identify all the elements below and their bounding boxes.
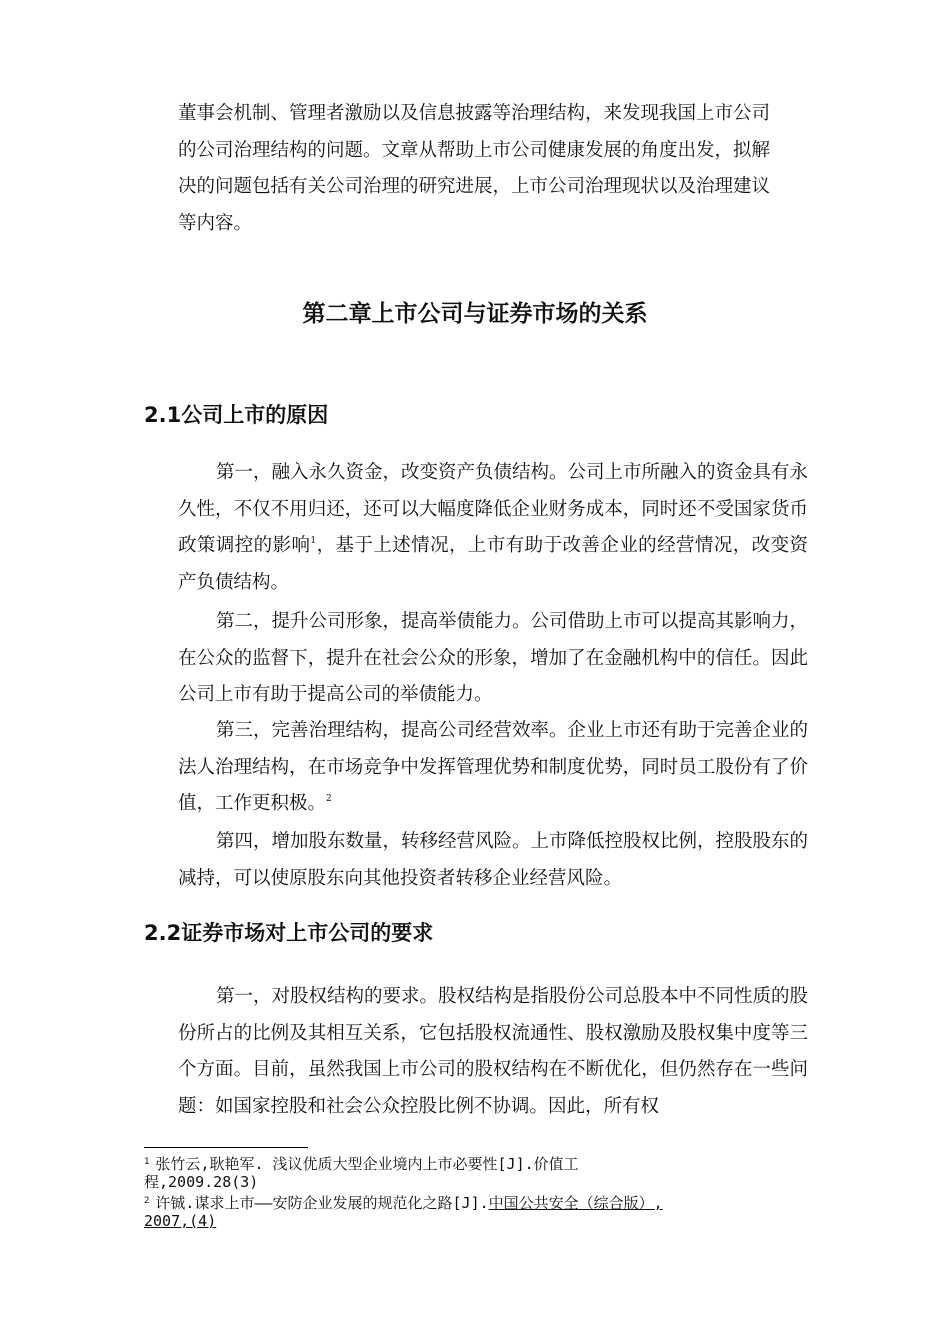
- intro-line: 决的问题包括有关公司治理的研究进展，上市公司治理现状以及治理建议: [178, 176, 771, 197]
- footnote-mark: 1: [144, 1157, 150, 1167]
- paragraph-text: ，基于上述情况，上市有助于改善企业的经营情况，改变资产负债结构。: [178, 535, 808, 593]
- paragraph-2-1-first: [178, 455, 808, 601]
- footnote-ref-2[interactable]: 2: [326, 794, 332, 804]
- paragraph-text: 第一，融入永久资金，改变资产负债结构。公司上市所融入的资金具有永久性，不仅不用归还，还可以大幅度降低企业财务成本，同时还不受国家货币政策调控的影响: [178, 462, 809, 556]
- footnote-ref-1[interactable]: 1: [310, 536, 317, 546]
- footnote-text: 许铖.谋求上市——安防企业发展的规范化之路[J].: [155, 1194, 489, 1212]
- footnote-divider: [144, 1147, 308, 1148]
- footnote-2: [144, 1192, 809, 1230]
- intro-line: 董事会机制、管理者激励以及信息披露等治理结构，来发现我国上市公司: [178, 103, 771, 124]
- intro-line: 的公司治理结构的问题。文章从帮助上市公司健康发展的角度出发，拟解: [178, 139, 771, 161]
- journal-issue-link[interactable]: 2007,(4): [144, 1212, 217, 1230]
- paragraph-2-1-second: 第二，提升公司形象，提高举债能力。公司借助上市可以提高其影响力，在公众的监督下，提升在社会公众的形象，增加了在金融机构中的信任。因此公司上市有助于提高公司的举债能力。: [178, 611, 809, 705]
- paragraph-2-1-third: [178, 713, 808, 823]
- intro-paragraph: [178, 96, 808, 242]
- paragraph-2-1-fourth: 第四，增加股东数量，转移经营风险。上市降低控股权比例，控股股东的减持，可以使原股东向其他投资者转移企业经营风险。: [178, 831, 809, 889]
- footnote-1: [144, 1153, 809, 1191]
- paragraph-2-2-first: 第一，对股权结构的要求。股权结构是指股份公司总股本中不同性质的股份所占的比例及其相互关系，它包括股权流通性、股权激励及股权集中度等三个方面。目前，虽然我国上市公司的股权结构在不断优化，但仍然存在一些问题：如国家控股和社会公众控股比例不协调。因此，所有权: [178, 986, 809, 1117]
- footnote-text: 程,2009.28(3): [144, 1173, 259, 1191]
- section-heading-2-1: 2.1公司上市的原因: [144, 403, 329, 427]
- chapter-title: 第二章上市公司与证券市场的关系: [302, 301, 648, 327]
- footnote-text: 张竹云,耿艳军. 浅议优质大型企业境内上市必要性[J].价值工: [155, 1155, 579, 1173]
- journal-link[interactable]: 中国公共安全（综合版）,: [488, 1194, 663, 1212]
- section-heading-2-2: 2.2证券市场对上市公司的要求: [144, 921, 434, 945]
- paragraph-text: 第三，完善治理结构，提高公司经营效率。企业上市还有助于完善企业的法人治理结构，在市场竞争中发挥管理优势和制度优势，同时员工股份有了价值，工作更积极。: [178, 720, 809, 814]
- intro-line: 等内容。: [178, 212, 253, 234]
- footnote-mark: 2: [144, 1196, 150, 1206]
